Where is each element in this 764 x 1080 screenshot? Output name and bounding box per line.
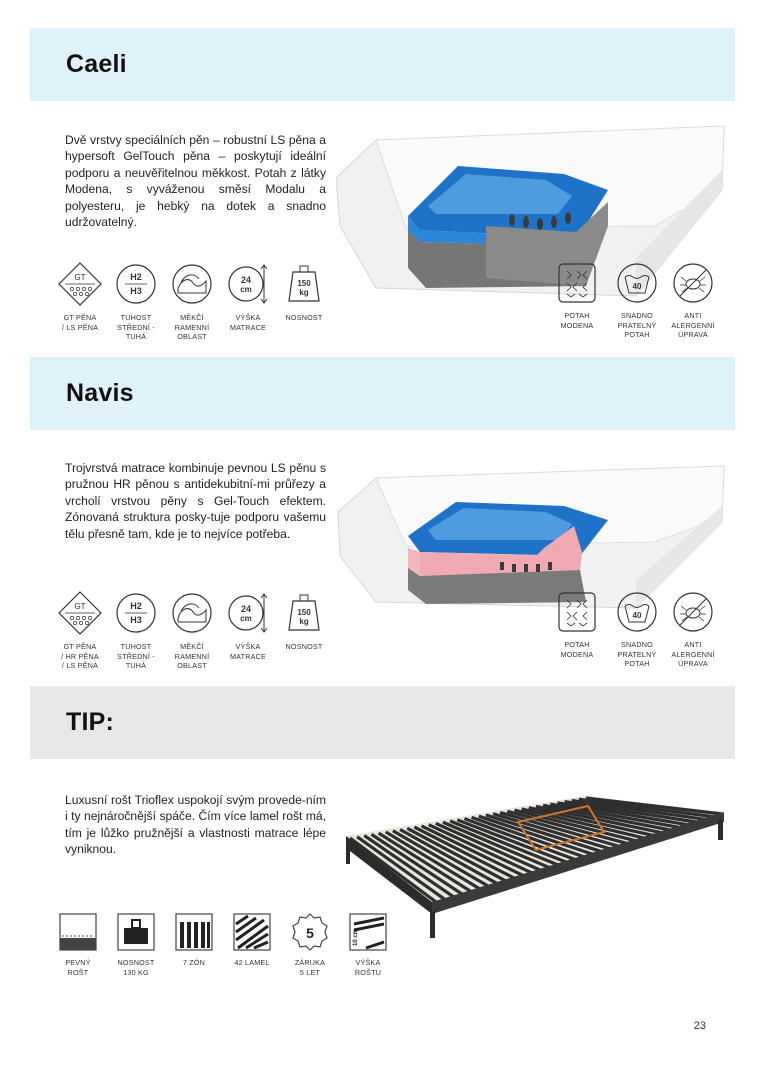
height-icon — [225, 261, 271, 307]
tip-icon-load: NOSNOST 130 KG — [106, 912, 166, 977]
caeli-icon-shoulder: MĚKČÍ RAMENNÍ OBLAST — [162, 261, 222, 342]
antiallergic-icon — [671, 261, 715, 305]
navis-icon-height: 24 cm VÝŠKA MATRACE — [218, 590, 278, 661]
svg-text:kg: kg — [299, 617, 309, 626]
shoulder-zone-icon — [169, 261, 215, 307]
navis-icon-cover: POTAH MODENA — [549, 590, 605, 659]
svg-text:150: 150 — [297, 279, 311, 288]
zones-icon — [174, 912, 214, 952]
svg-text:H3: H3 — [130, 286, 142, 296]
caeli-icon-firmness: H2 H3 TUHOST STŘEDNÍ - TUHÁ — [106, 261, 166, 342]
frame-height-icon — [348, 912, 388, 952]
washable-icon — [615, 590, 659, 634]
shoulder-zone-icon — [169, 590, 215, 636]
navis-icon-washable: 40 SNADNO PRATELNÝ POTAH — [609, 590, 665, 669]
svg-text:24: 24 — [240, 604, 252, 614]
caeli-icon-antiallergic: ANTI ALERGENNÍ ÚPRAVA — [665, 261, 721, 340]
gt-foam-icon — [57, 590, 103, 636]
svg-text:24: 24 — [240, 275, 252, 285]
fixed-frame-icon — [58, 912, 98, 952]
warranty-icon — [290, 912, 330, 952]
svg-text:GT: GT — [74, 602, 86, 611]
caeli-icon-washable: 40 SNADNO PRATELNÝ POTAH — [609, 261, 665, 340]
caeli-icon-gt-foam: GT GT PĚNA / LS PĚNA — [50, 261, 110, 332]
svg-text:H2: H2 — [130, 272, 142, 282]
svg-text:H3: H3 — [130, 615, 142, 625]
caeli-icon-weight: 150 kg NOSNOST — [274, 261, 334, 323]
caeli-title: Caeli — [66, 50, 127, 78]
svg-text:40: 40 — [632, 611, 642, 620]
page-number: 23 — [693, 1020, 706, 1032]
caeli-icon-cover: POTAH MODENA — [549, 261, 605, 330]
tip-icon-frame-height: 10 cm VÝŠKA ROŠTU — [338, 912, 398, 977]
tip-icon-fixed-frame: PEVNÝ ROŠT — [48, 912, 108, 977]
navis-header — [30, 357, 735, 430]
svg-text:40: 40 — [632, 282, 642, 291]
navis-icon-shoulder: MĚKČÍ RAMENNÍ OBLAST — [162, 590, 222, 671]
navis-description: Trojvrstvá matrace kombinuje pevnou LS pěnu s pružnou HR pěnou s antidekubitní-mi průřezy a vrcholí vrstvou pěny s Gel-Touch efektem. Zónovaná struktura posky-tuje podporu vašemu tělu přesně tam, kde je to nejvíce potřeba. — [65, 461, 326, 541]
svg-text:kg: kg — [299, 288, 309, 297]
navis-mattress-image — [336, 460, 726, 610]
gt-foam-icon — [57, 261, 103, 307]
navis-icon-antiallergic: ANTI ALERGENNÍ ÚPRAVA — [665, 590, 721, 669]
tip-icon-warranty: 5 ZÁRUKA 5 LET — [280, 912, 340, 977]
bed-frame-image — [340, 792, 730, 942]
navis-title: Navis — [66, 379, 134, 407]
caeli-icon-height: 24 cm VÝŠKA MATRACE — [218, 261, 278, 332]
firmness-icon — [113, 261, 159, 307]
caeli-description: Dvě vrstvy speciálních pěn – robustní LS pěna a hypersoft GelTouch pěna – poskytují ideální podporu a neuvěřitelnou měkkost. Potah z látky Modena, s vyváženou směsí Modalu a polyesteru, je hebký na dotek a snadno udržovatelný. — [65, 133, 326, 230]
washable-icon — [615, 261, 659, 305]
tip-description: Luxusní rošt Trioflex uspokojí svým provede-ním i ty nejnáročnější spáče. Čím více lamel rošt má, tím je lůžko pružnější a vlastnosti matrace lépe vyniknou. — [65, 793, 326, 857]
cover-modena-icon — [557, 261, 597, 305]
svg-text:150: 150 — [297, 608, 311, 617]
tip-icon-zones: 7 ZÓN — [164, 912, 224, 968]
tip-icon-slats: 42 LAMEL — [222, 912, 282, 968]
antiallergic-icon — [671, 590, 715, 634]
caeli-header — [30, 28, 735, 101]
weight-icon — [281, 261, 327, 307]
svg-text:GT: GT — [74, 273, 86, 282]
navis-icon-gt-foam: GT GT PĚNA / HR PĚNA / LS PĚNA — [50, 590, 110, 671]
navis-icon-weight: 150 kg NOSNOST — [274, 590, 334, 652]
svg-text:cm: cm — [240, 614, 252, 623]
navis-icon-firmness: H2 H3 TUHOST STŘEDNÍ - TUHÁ — [106, 590, 166, 671]
load-capacity-icon — [116, 912, 156, 952]
svg-text:cm: cm — [240, 285, 252, 294]
svg-text:10 cm: 10 cm — [353, 928, 359, 946]
firmness-icon — [113, 590, 159, 636]
tip-header — [30, 686, 735, 759]
weight-icon — [281, 590, 327, 636]
height-icon — [225, 590, 271, 636]
svg-text:H2: H2 — [130, 601, 142, 611]
cover-modena-icon — [557, 590, 597, 634]
tip-title: TIP: — [66, 708, 115, 736]
slats-icon — [232, 912, 272, 952]
svg-text:5: 5 — [306, 925, 314, 941]
